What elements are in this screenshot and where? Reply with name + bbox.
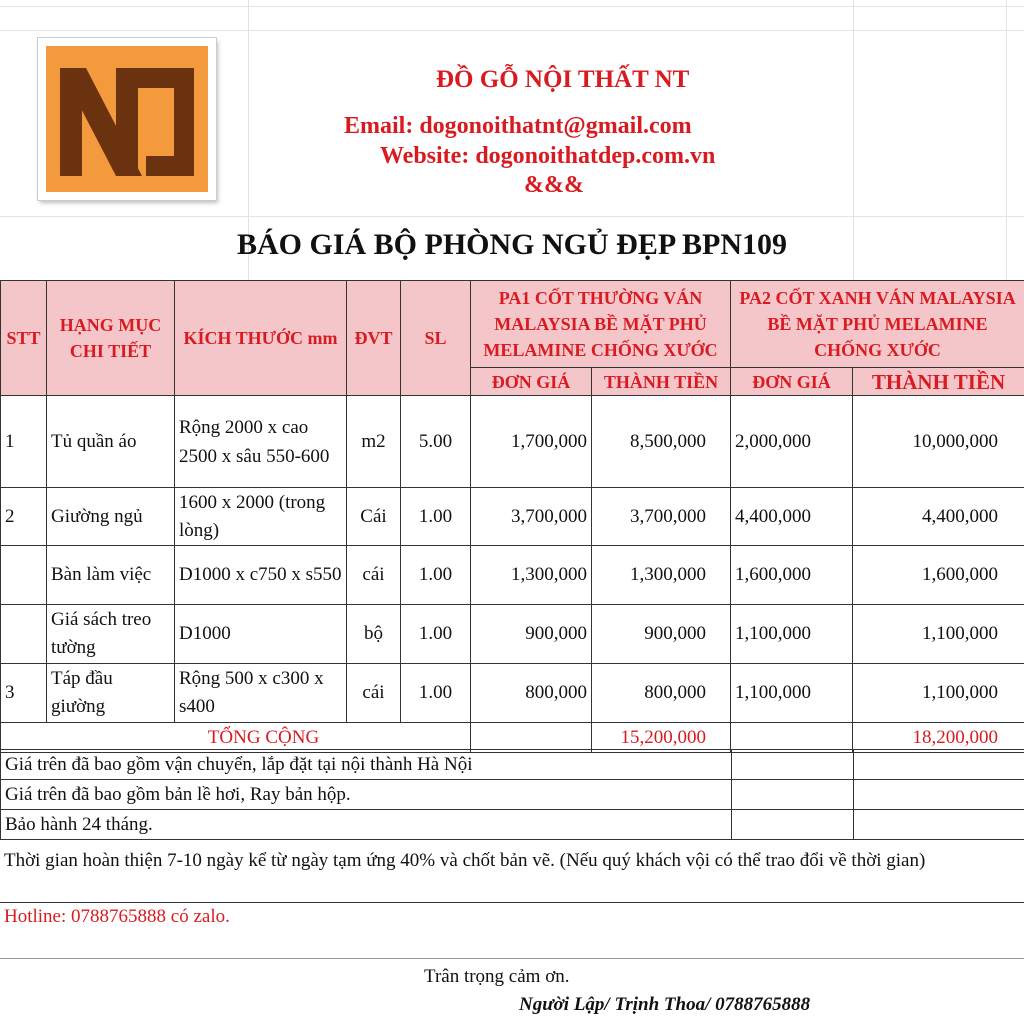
cell-pa1-total: 3,700,000 (592, 488, 731, 546)
logo-background (46, 46, 208, 192)
total-row (1, 723, 1024, 753)
cell-pa1-total: 1,300,000 (592, 546, 731, 605)
cell-pa2-total: 1,600,000 (853, 546, 1024, 605)
header-item: HẠNG MỤC CHI TIẾT (47, 281, 175, 396)
table-row (1, 605, 1024, 664)
table-row (1, 546, 1024, 605)
header-pa2-unit-price: ĐƠN GIÁ (731, 368, 853, 396)
nt-logo-glyph-icon (46, 46, 208, 192)
pa2-sum: 18,200,000 (853, 723, 1024, 753)
cell-qty: 1.00 (401, 488, 471, 546)
header-size: KÍCH THƯỚC mm (175, 281, 347, 396)
cell-size: 1600 x 2000 (trong lòng) (175, 488, 347, 546)
cell-pa2-price: 4,400,000 (731, 488, 853, 546)
cell-qty: 1.00 (401, 605, 471, 664)
cell-pa1-total: 8,500,000 (592, 396, 731, 488)
company-name: ĐỒ GỖ NỘI THẤT NT (436, 66, 690, 93)
cell-pa1-price: 1,300,000 (471, 546, 592, 605)
cell-stt: 1 (1, 396, 47, 488)
table-row (1, 396, 1024, 488)
cell-stt (1, 605, 47, 664)
cell-stt: 3 (1, 664, 47, 723)
cell-pa2-total: 10,000,000 (853, 396, 1024, 488)
company-logo (38, 38, 216, 200)
cell-pa2-total: 1,100,000 (853, 664, 1024, 723)
header-pa2: PA2 CỐT XANH VÁN MALAYSIA BỀ MẶT PHỦ MELAMINE CHỐNG XƯỚC (731, 281, 1024, 368)
cell-unit: bộ (347, 605, 401, 664)
company-website: Website: dogonoithatdep.com.vn (380, 143, 716, 169)
cell-stt: 2 (1, 488, 47, 546)
cell-size: D1000 (175, 605, 347, 664)
table-row (1, 488, 1024, 546)
note-warranty: Bảo hành 24 tháng. (1, 810, 732, 840)
cell-item: Giá sách treo tường (47, 605, 175, 664)
note-empty-cell (854, 750, 1024, 780)
cell-pa1-price: 1,700,000 (471, 396, 592, 488)
header-stt: STT (1, 281, 47, 396)
cell-pa2-price: 1,100,000 (731, 605, 853, 664)
note-empty-cell (732, 750, 854, 780)
cell-unit: m2 (347, 396, 401, 488)
total-label: TỔNG CỘNG (1, 723, 471, 753)
cell-item: Bàn làm việc (47, 546, 175, 605)
cell-qty: 5.00 (401, 396, 471, 488)
notes-table (0, 749, 1024, 840)
note-transport: Giá trên đã bao gồm vận chuyển, lắp đặt tại nội thành Hà Nội (1, 750, 732, 780)
cell-qty: 1.00 (401, 664, 471, 723)
cell-item: Táp đầu giường (47, 664, 175, 723)
cell-item: Tủ quần áo (47, 396, 175, 488)
header-pa1: PA1 CỐT THƯỜNG VÁN MALAYSIA BỀ MẶT PHỦ MELAMINE CHỐNG XƯỚC (471, 281, 731, 368)
header-qty: SL (401, 281, 471, 396)
total-empty-cell (471, 723, 592, 753)
ornament-text: &&& (524, 172, 584, 198)
cell-qty: 1.00 (401, 546, 471, 605)
cell-size: Rộng 500 x c300 x s400 (175, 664, 347, 723)
cell-pa1-total: 900,000 (592, 605, 731, 664)
header-unit: ĐVT (347, 281, 401, 396)
divider-line (0, 902, 1024, 903)
cell-size: D1000 x c750 x s550 (175, 546, 347, 605)
cell-pa1-price: 3,700,000 (471, 488, 592, 546)
grid-line (0, 6, 1024, 7)
note-empty-cell (854, 810, 1024, 840)
cell-pa2-price: 2,000,000 (731, 396, 853, 488)
quote-table (0, 280, 1024, 753)
completion-note: Thời gian hoàn thiện 7-10 ngày kể từ ngày tạm ứng 40% và chốt bản vẽ. (Nếu quý khách vội có thể trao đổi về thời gian) (4, 850, 926, 871)
grid-line (0, 30, 1024, 31)
cell-pa2-price: 1,100,000 (731, 664, 853, 723)
hotline-text: Hotline: 0788765888 có zalo. (4, 906, 230, 927)
cell-pa2-total: 1,100,000 (853, 605, 1024, 664)
cell-pa2-total: 4,400,000 (853, 488, 1024, 546)
cell-pa1-price: 800,000 (471, 664, 592, 723)
total-empty-cell (731, 723, 853, 753)
signature-text: Người Lập/ Trịnh Thoa/ 0788765888 (519, 994, 811, 1015)
cell-pa2-price: 1,600,000 (731, 546, 853, 605)
cell-unit: cái (347, 546, 401, 605)
table-row (1, 664, 1024, 723)
pa1-sum: 15,200,000 (592, 723, 731, 753)
document-title: BÁO GIÁ BỘ PHÒNG NGỦ ĐẸP BPN109 (236, 228, 788, 261)
note-empty-cell (732, 810, 854, 840)
divider-line (0, 958, 1024, 959)
thanks-text: Trân trọng cảm ơn. (424, 966, 570, 987)
cell-size: Rộng 2000 x cao 2500 x sâu 550-600 (175, 396, 347, 488)
cell-unit: Cái (347, 488, 401, 546)
note-empty-cell (854, 780, 1024, 810)
cell-unit: cái (347, 664, 401, 723)
header-pa2-total: THÀNH TIỀN (853, 368, 1024, 396)
company-email: Email: dogonoithatnt@gmail.com (344, 113, 692, 139)
grid-line (0, 216, 1024, 217)
note-hardware: Giá trên đã bao gồm bản lề hơi, Ray bản hộp. (1, 780, 732, 810)
cell-pa1-total: 800,000 (592, 664, 731, 723)
cell-item: Giường ngủ (47, 488, 175, 546)
note-empty-cell (732, 780, 854, 810)
cell-pa1-price: 900,000 (471, 605, 592, 664)
header-pa1-total: THÀNH TIỀN (592, 368, 731, 396)
header-pa1-unit-price: ĐƠN GIÁ (471, 368, 592, 396)
cell-stt (1, 546, 47, 605)
